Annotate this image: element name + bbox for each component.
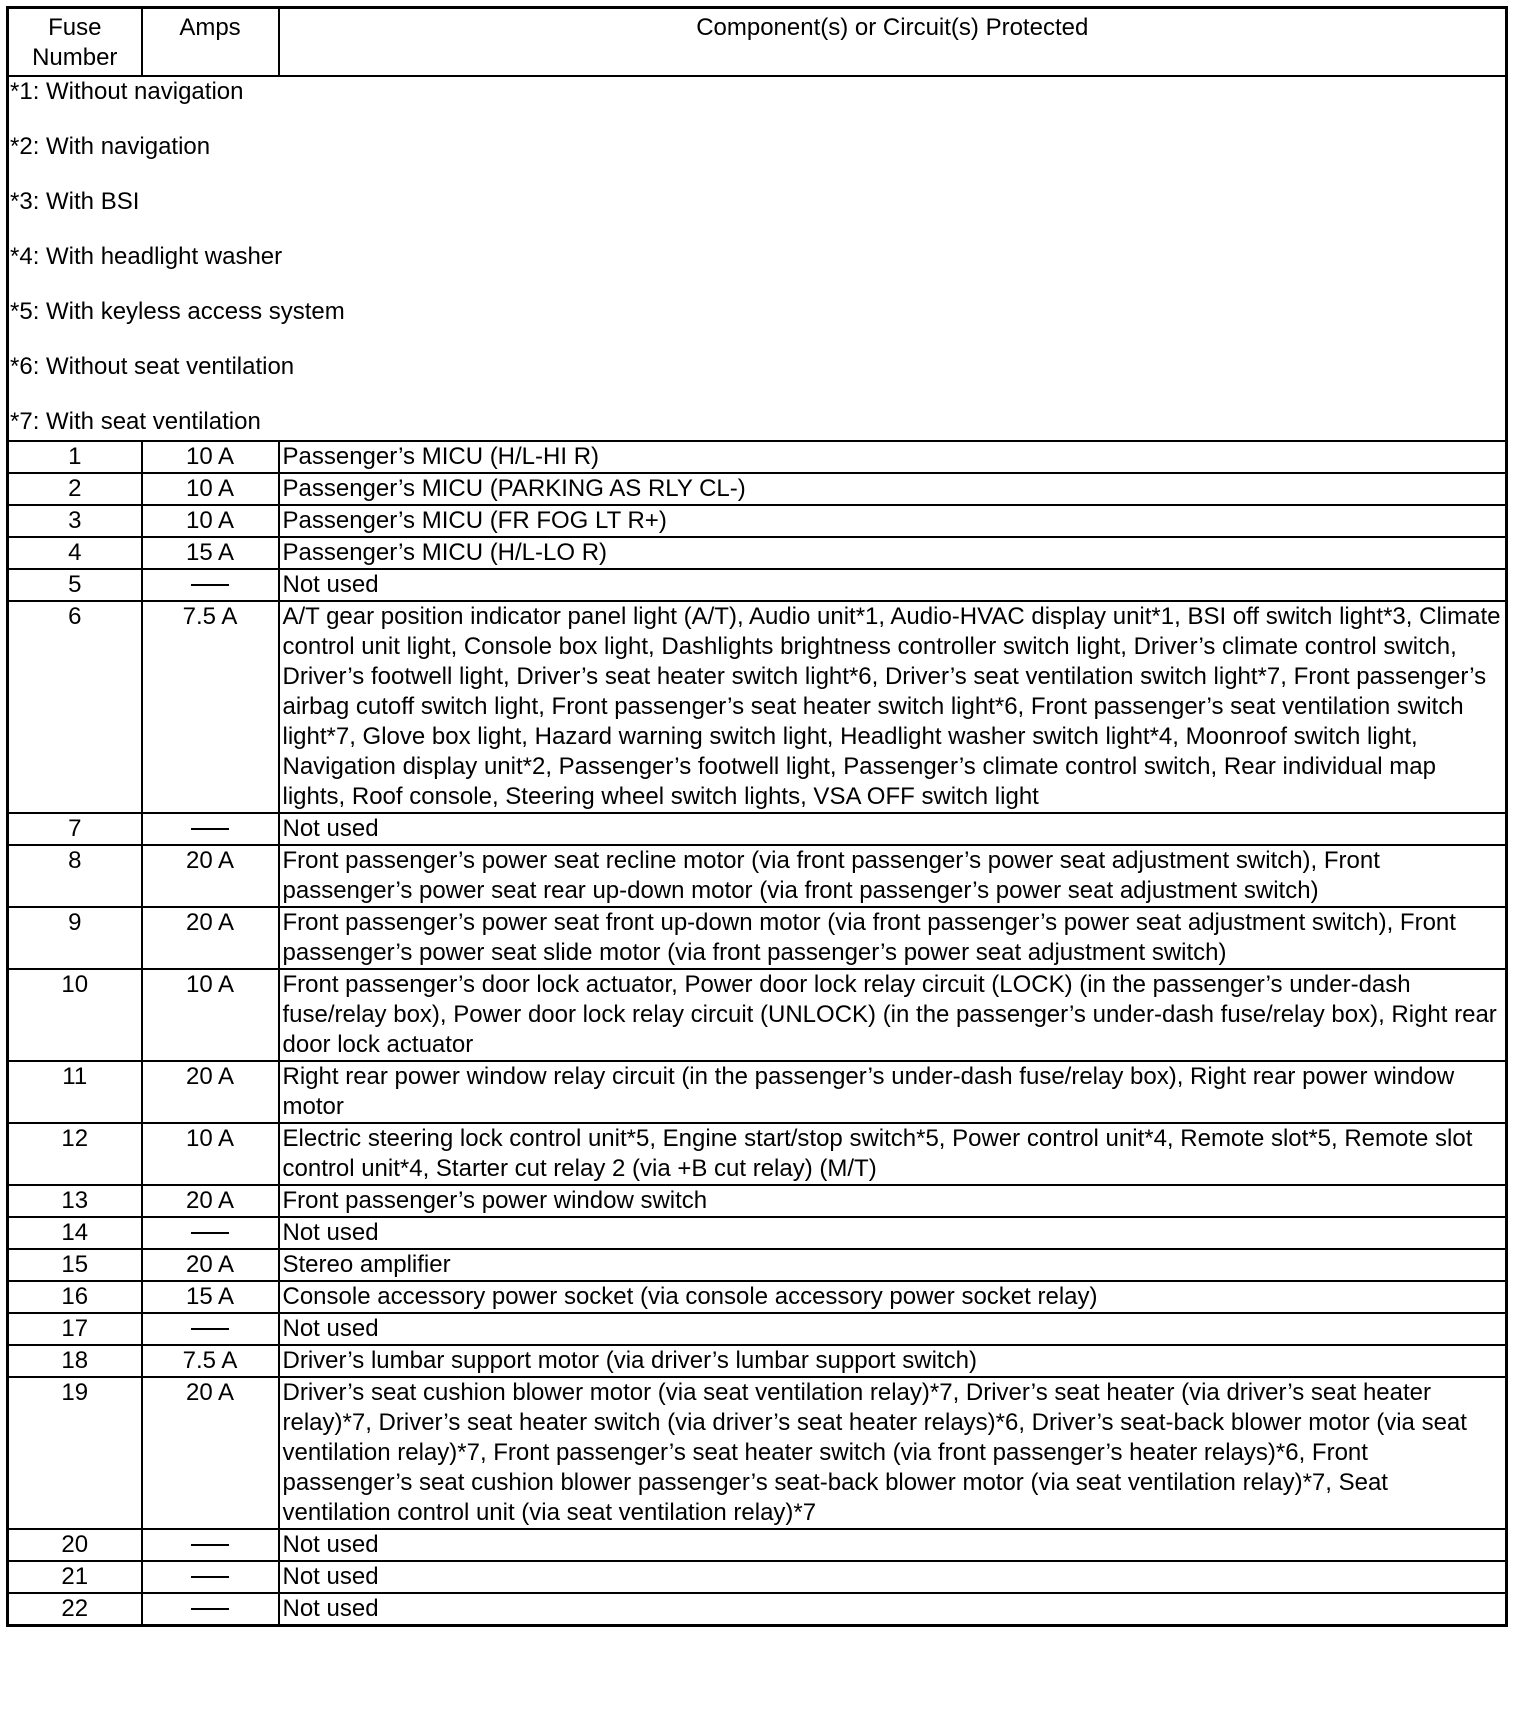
amps-cell: 10 A: [142, 1123, 279, 1185]
fuse-number-cell: 6: [8, 601, 142, 813]
note-2: *2: With navigation: [10, 133, 211, 160]
header-row: [8, 8, 1507, 77]
fuse-number-cell: 13: [8, 1185, 142, 1217]
table-row: [8, 1345, 1507, 1377]
component-cell: Not used: [279, 1561, 1507, 1593]
notes-row: [8, 76, 1507, 441]
component-cell: Not used: [279, 813, 1507, 845]
component-cell: Not used: [279, 569, 1507, 601]
amps-cell: 20 A: [142, 1377, 279, 1529]
table-row: [8, 1061, 1507, 1123]
fuse-number-cell: 2: [8, 473, 142, 505]
fuse-number-cell: 16: [8, 1281, 142, 1313]
table-row: [8, 1281, 1507, 1313]
note-4: *4: With headlight washer: [10, 243, 283, 270]
component-cell: Not used: [279, 1217, 1507, 1249]
amps-cell: 20 A: [142, 1061, 279, 1123]
fuse-number-cell: 10: [8, 969, 142, 1061]
not-used-dash: [191, 1608, 229, 1610]
component-cell: Driver’s lumbar support motor (via driver’s lumbar support switch): [279, 1345, 1507, 1377]
table-row: [8, 1313, 1507, 1345]
fuse-number-cell: 1: [8, 441, 142, 473]
fuse-number-cell: 12: [8, 1123, 142, 1185]
table-row: [8, 569, 1507, 601]
not-used-dash: [191, 1576, 229, 1578]
note-6: *6: Without seat ventilation: [10, 353, 295, 380]
component-cell: Front passenger’s power window switch: [279, 1185, 1507, 1217]
note-7: *7: With seat ventilation: [10, 408, 261, 435]
table-row: [8, 1593, 1507, 1626]
component-cell: Not used: [279, 1313, 1507, 1345]
table-row: [8, 1249, 1507, 1281]
table-row: [8, 1377, 1507, 1529]
component-cell: Console accessory power socket (via console accessory power socket relay): [279, 1281, 1507, 1313]
table-row: [8, 1561, 1507, 1593]
amps-cell: 20 A: [142, 907, 279, 969]
table-row: [8, 473, 1507, 505]
component-cell: Stereo amplifier: [279, 1249, 1507, 1281]
amps-cell: 20 A: [142, 845, 279, 907]
table-row: [8, 1123, 1507, 1185]
table-row: [8, 1185, 1507, 1217]
table-row: [8, 601, 1507, 813]
amps-cell: [142, 1313, 279, 1345]
note-5: *5: With keyless access system: [10, 298, 345, 325]
component-cell: Passenger’s MICU (H/L-HI R): [279, 441, 1507, 473]
component-cell: Passenger’s MICU (FR FOG LT R+): [279, 505, 1507, 537]
component-cell: Not used: [279, 1593, 1507, 1626]
header-fuse-number: Fuse Number: [8, 8, 142, 77]
component-cell: Right rear power window relay circuit (in the passenger’s under-dash fuse/relay box), Right rear power window motor: [279, 1061, 1507, 1123]
component-cell: Passenger’s MICU (PARKING AS RLY CL-): [279, 473, 1507, 505]
amps-cell: [142, 813, 279, 845]
table-row: [8, 845, 1507, 907]
fuse-number-cell: 19: [8, 1377, 142, 1529]
amps-cell: 10 A: [142, 505, 279, 537]
component-cell: Front passenger’s door lock actuator, Power door lock relay circuit (LOCK) (in the passenger’s under-dash fuse/relay box), Power door lock relay circuit (UNLOCK) (in the passenger’s under-dash fuse/relay box), Right rear door lock actuator: [279, 969, 1507, 1061]
component-cell: Driver’s seat cushion blower motor (via seat ventilation relay)*7, Driver’s seat heater (via driver’s seat heater relay)*7, Driver’s seat heater switch (via driver’s seat heater relays)*6, Driver’s seat-back blower motor (via seat ventilation relay)*7, Front passenger’s seat heater switch (via front passenger’s heater relays)*6, Front passenger’s seat cushion blower passenger’s seat-back blower motor (via seat ventilation relay)*7, Seat ventilation control unit (via seat ventilation relay)*7: [279, 1377, 1507, 1529]
component-cell: Front passenger’s power seat front up-down motor (via front passenger’s power seat adjustment switch), Front passenger’s power seat slide motor (via front passenger’s power seat adjustment switch): [279, 907, 1507, 969]
not-used-dash: [191, 1544, 229, 1546]
fuse-number-cell: 3: [8, 505, 142, 537]
table-row: [8, 813, 1507, 845]
amps-cell: [142, 1529, 279, 1561]
not-used-dash: [191, 1232, 229, 1234]
fuse-number-cell: 21: [8, 1561, 142, 1593]
amps-cell: 15 A: [142, 1281, 279, 1313]
amps-cell: 20 A: [142, 1185, 279, 1217]
not-used-dash: [191, 828, 229, 830]
note-1: *1: Without navigation: [10, 78, 244, 105]
fuse-number-cell: 14: [8, 1217, 142, 1249]
component-cell: Not used: [279, 1529, 1507, 1561]
table-row: [8, 907, 1507, 969]
amps-cell: 15 A: [142, 537, 279, 569]
fuse-number-cell: 20: [8, 1529, 142, 1561]
table-row: [8, 969, 1507, 1061]
fuse-number-cell: 7: [8, 813, 142, 845]
component-cell: A/T gear position indicator panel light (A/T), Audio unit*1, Audio-HVAC display unit*1, BSI off switch light*3, Climate control unit light, Console box light, Dashlights brightness controller switch light, Driver’s climate control switch, Driver’s footwell light, Driver’s seat heater switch light*6, Driver’s seat ventilation switch light*7, Front passenger’s airbag cutoff switch light, Front passenger’s seat heater switch light*6, Front passenger’s seat ventilation switch light*7, Glove box light, Hazard warning switch light, Headlight washer switch light*4, Moonroof switch light, Navigation display unit*2, Passenger’s footwell light, Passenger’s climate control switch, Rear individual map lights, Roof console, Steering wheel switch lights, VSA OFF switch light: [279, 601, 1507, 813]
fuse-number-cell: 22: [8, 1593, 142, 1626]
fuse-number-cell: 11: [8, 1061, 142, 1123]
amps-cell: 10 A: [142, 473, 279, 505]
table-row: [8, 505, 1507, 537]
component-cell: Electric steering lock control unit*5, Engine start/stop switch*5, Power control unit*4, Remote slot*5, Remote slot control unit*4, Starter cut relay 2 (via +B cut relay) (M/T): [279, 1123, 1507, 1185]
amps-cell: 7.5 A: [142, 601, 279, 813]
amps-cell: [142, 1593, 279, 1626]
header-amps: Amps: [142, 8, 279, 77]
amps-cell: [142, 569, 279, 601]
amps-cell: [142, 1561, 279, 1593]
not-used-dash: [191, 584, 229, 586]
table-row: [8, 1529, 1507, 1561]
table-row: [8, 441, 1507, 473]
header-components: Component(s) or Circuit(s) Protected: [279, 8, 1507, 77]
fuse-number-cell: 17: [8, 1313, 142, 1345]
amps-cell: 10 A: [142, 969, 279, 1061]
fuse-table: [6, 6, 1508, 1627]
fuse-number-cell: 9: [8, 907, 142, 969]
table-row: [8, 537, 1507, 569]
amps-cell: 20 A: [142, 1249, 279, 1281]
component-cell: Passenger’s MICU (H/L-LO R): [279, 537, 1507, 569]
note-3: *3: With BSI: [10, 188, 140, 215]
not-used-dash: [191, 1328, 229, 1330]
amps-cell: [142, 1217, 279, 1249]
amps-cell: 7.5 A: [142, 1345, 279, 1377]
fuse-number-cell: 5: [8, 569, 142, 601]
fuse-number-cell: 18: [8, 1345, 142, 1377]
amps-cell: 10 A: [142, 441, 279, 473]
table-row: [8, 1217, 1507, 1249]
notes-cell: [8, 76, 1507, 441]
component-cell: Front passenger’s power seat recline motor (via front passenger’s power seat adjustment switch), Front passenger’s power seat rear up-down motor (via front passenger’s power seat adjustment switch): [279, 845, 1507, 907]
fuse-number-cell: 8: [8, 845, 142, 907]
fuse-number-cell: 15: [8, 1249, 142, 1281]
fuse-number-cell: 4: [8, 537, 142, 569]
